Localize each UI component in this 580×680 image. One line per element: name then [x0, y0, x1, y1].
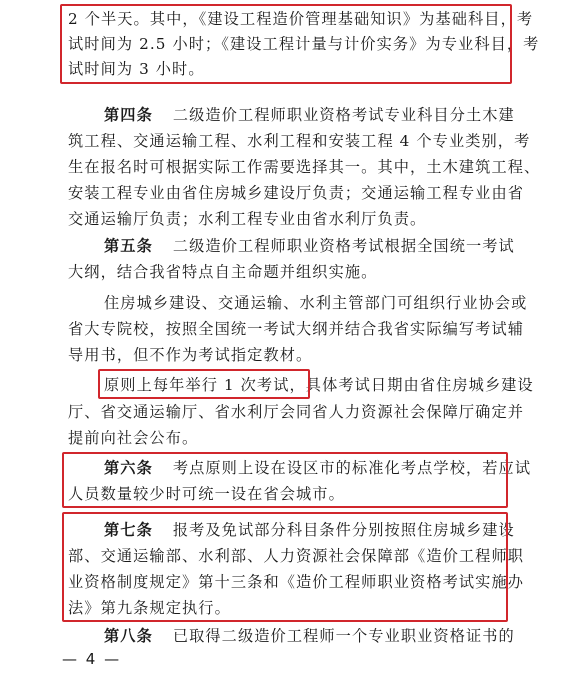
text-line: 部、交通运输部、水利部、人力资源社会保障部《造价工程师职 [68, 547, 525, 565]
text-line: 厅、省交通运输厅、省水利厅会同省人力资源社会保障厅确定并 [68, 403, 525, 421]
text-segment: 已取得二级造价工程师一个专业职业资格证书的 [172, 627, 515, 645]
text-line: 安装工程专业由省住房城乡建设厅负责；交通运输工程专业由省 [68, 184, 525, 202]
highlight-box [98, 369, 310, 399]
text-line: 筑工程、交通运输工程、水利工程和安装工程 4 个专业类别，考 [68, 132, 531, 150]
text-line: 交通运输厅负责；水利工程专业由省水利厅负责。 [68, 210, 427, 228]
article-5-first-line [104, 236, 515, 256]
text-segment: 二级造价工程师职业资格考试根据全国统一考试 [172, 237, 515, 255]
article-6-label: 第六条 [104, 459, 153, 477]
highlight-box [62, 452, 508, 508]
article-7-label: 第七条 [104, 521, 153, 539]
text-line: 2 个半天。其中，《建设工程造价管理基础知识》为基础科目，考 [68, 10, 534, 28]
text-line: 业资格制度规定》第十三条和《造价工程师职业资格考试实施办 [68, 573, 525, 591]
text-line: 试时间为 2.5 小时；《建设工程计量与计价实务》为专业科目，考 [68, 35, 540, 53]
text-line: 法》第九条规定执行。 [68, 599, 231, 617]
text-segment: 原则上每年举行 1 次考试， [104, 376, 306, 394]
text-line: 试时间为 3 小时。 [68, 60, 205, 78]
highlight-box [60, 4, 512, 84]
highlight-box [62, 512, 508, 622]
text-line: 生在报名时可根据实际工作需要选择其一。其中，土木建筑工程、 [68, 158, 541, 176]
article-5-label: 第五条 [104, 237, 153, 255]
article-4-first-line [104, 105, 515, 125]
article-8-label: 第八条 [104, 627, 153, 645]
text-segment: 二级造价工程师职业资格考试专业科目分土木建 [172, 106, 515, 124]
text-line: 住房城乡建设、交通运输、水利主管部门可组织行业协会或 [104, 294, 528, 312]
article-4-label: 第四条 [104, 106, 153, 124]
text-line: 人员数量较少时可统一设在省会城市。 [68, 485, 345, 503]
text-segment: 报考及免试部分科目条件分别按照住房城乡建设 [172, 521, 515, 539]
text-line: 提前向社会公布。 [68, 429, 199, 447]
text-segment: 考点原则上设在设区市的标准化考点学校，若应试 [172, 459, 532, 477]
article-8-first-line [104, 626, 515, 646]
text-line: 导用书，但不作为考试指定教材。 [68, 346, 313, 364]
page-number: — 4 — [62, 650, 122, 668]
text-line: 省大专院校，按照全国统一考试大纲并结合我省实际编写考试辅 [68, 320, 525, 338]
text-segment: 具体考试日期由省住房城乡建设 [305, 376, 534, 394]
text-line: 大纲，结合我省特点自主命题并组织实施。 [68, 263, 378, 281]
